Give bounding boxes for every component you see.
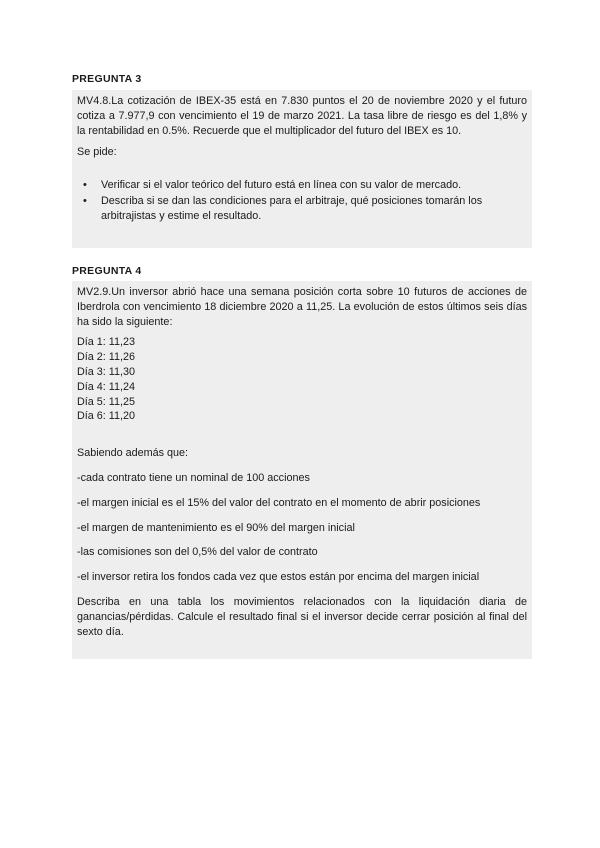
day-price: Día 5: 11,25 [77,395,136,408]
pregunta-3-statement: MV4.8.La cotización de IBEX-35 está en 7.830 puntos el 20 de noviembre 2020 y el futuro cotiza a 7.977,9 con vencimiento el 19 de marzo 2021. La tasa libre de riesgo es del 1,8% y la rentabilidad en 0.5%. Recuerde que el multiplicador del futuro del IBEX es 10. [77,95,527,137]
pregunta-4-statement: MV2.9.Un inversor abrió hace una semana posición corta sobre 10 futuros de acciones de Iberdrola con vencimiento 18 diciembre 2020 a 11,25. La evolución de estos últimos seis días ha sido la siguiente: [77,286,527,328]
pregunta-3-box [72,90,532,248]
day-price: Día 1: 11,23 [77,336,136,349]
day-price: Día 6: 11,20 [77,410,136,423]
pregunta-4-heading: PREGUNTA 4 [72,265,142,277]
days-list [77,335,527,424]
condition-item: -cada contrato tiene un nominal de 100 acciones [77,471,310,484]
condition-item: -el margen inicial es el 15% del valor del contrato en el momento de abrir posiciones [77,496,481,509]
sabiendo-label: Sabiendo además que: [77,447,189,460]
bullet-item: • Verificar si el valor teórico del futuro está en línea con su valor de mercado. [101,178,527,193]
day-price: Día 2: 11,26 [77,351,136,364]
se-pide-label: Se pide: [77,146,117,159]
day-price: Día 3: 11,30 [77,365,136,378]
pregunta-3-bullet-list [77,178,527,223]
pregunta-4-closing: Describa en una tabla los movimientos relacionados con la liquidación diaria de ganancias/pérdidas. Calcule el resultado final si el inversor decide cerrar posición al final del sexto día. [77,595,527,638]
bullet-item: • Describa si se dan las condiciones para el arbitraje, qué posiciones tomarán los arbitrajistas y estime el resultado. [101,194,527,224]
pregunta-3-heading: PREGUNTA 3 [72,73,142,85]
condition-item: -las comisiones son del 0,5% del valor de contrato [77,546,318,559]
pregunta-4-box [72,281,532,659]
condition-item: -el inversor retira los fondos cada vez que estos están por encima del margen inicial [77,571,480,584]
condition-item: -el margen de mantenimiento es el 90% del margen inicial [77,521,355,534]
day-price: Día 4: 11,24 [77,380,136,393]
